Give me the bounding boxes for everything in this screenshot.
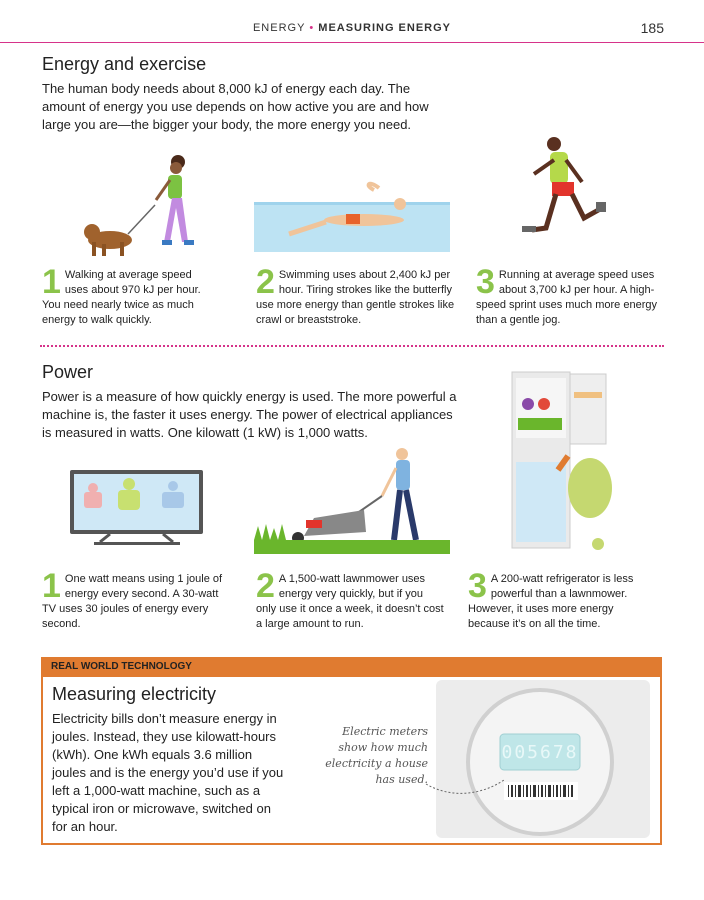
exercise-step-3 — [476, 263, 666, 328]
power-step-2 — [256, 567, 446, 632]
running-header: ENERGY • MEASURING ENERGY — [252, 22, 452, 34]
header-rule — [0, 42, 704, 43]
section-divider — [40, 345, 664, 347]
header-topic: MEASURING ENERGY — [318, 22, 452, 34]
page-number: 185 — [640, 20, 664, 36]
step-number: 1 — [42, 567, 61, 605]
power-step-1 — [42, 567, 232, 632]
feature-label: REAL WORLD TECHNOLOGY — [41, 657, 662, 677]
step-text: A 200-watt refrigerator is less powerful than a lawnmower. However, it uses more energy because it’s on all the time. — [468, 573, 634, 630]
step-text: One watt means using 1 joule of energy every second. A 30-watt TV uses 30 joules of energy every second. — [42, 573, 223, 630]
step-number: 1 — [42, 263, 61, 301]
step-text: Running at average speed uses about 3,700 kJ per hour. A high-speed sprint uses much more energy than a gentle jog. — [476, 269, 657, 326]
power-intro: Power is a measure of how quickly energy is used. The more powerful a machine is, the faster it uses energy. The power of electrical appliances is measured in watts. One kilowatt (1 kW) is 1,000 watts. — [42, 389, 457, 440]
step-text: Walking at average speed uses about 970 kJ per hour. You need nearly twice as much energy to walk quickly. — [42, 269, 201, 326]
walking-illustration — [80, 150, 210, 260]
power-title: Power — [42, 362, 94, 382]
electric-meter-illustration — [436, 680, 650, 838]
meter-reading: 005678 — [501, 742, 579, 763]
caption-pointer — [420, 770, 510, 800]
exercise-intro: The human body needs about 8,000 kJ of energy each day. The amount of energy you use depends on how active you are and how large you are—the bigger your body, the more energy you need. — [42, 81, 429, 132]
tv-illustration — [70, 470, 205, 570]
exercise-step-1 — [42, 263, 212, 328]
lawnmower-illustration — [254, 440, 450, 556]
running-illustration — [520, 132, 610, 262]
step-text: A 1,500-watt lawnmower uses energy very quickly, but if you only use it once a week, it doesn’t cost a large amount to run. — [256, 573, 444, 630]
refrigerator-illustration — [510, 370, 620, 560]
feature-title: Measuring electricity — [52, 684, 217, 704]
exercise-step-2 — [256, 263, 456, 328]
header-section: ENERGY — [252, 22, 306, 34]
step-number: 3 — [476, 263, 495, 301]
step-text: Swimming uses about 2,400 kJ per hour. Tiring strokes like the butterfly use more energy than gentle strokes like crawl or breaststroke. — [256, 269, 455, 326]
step-number: 3 — [468, 567, 487, 605]
swimming-illustration — [254, 180, 450, 252]
meter-caption: Electric meters show how much electricity a house has used. — [325, 725, 428, 786]
step-number: 2 — [256, 567, 275, 605]
power-step-3 — [468, 567, 658, 632]
exercise-title: Energy and exercise — [42, 54, 207, 74]
step-number: 2 — [256, 263, 275, 301]
feature-text: Electricity bills don’t measure energy in joules. Instead, they use kilowatt-hours (kWh). One kWh equals 3.6 million joules and is the energy you’d use if you left a 1,000-watt machine, such as a typical iron or microwave, switched on for an hour. — [52, 711, 284, 834]
